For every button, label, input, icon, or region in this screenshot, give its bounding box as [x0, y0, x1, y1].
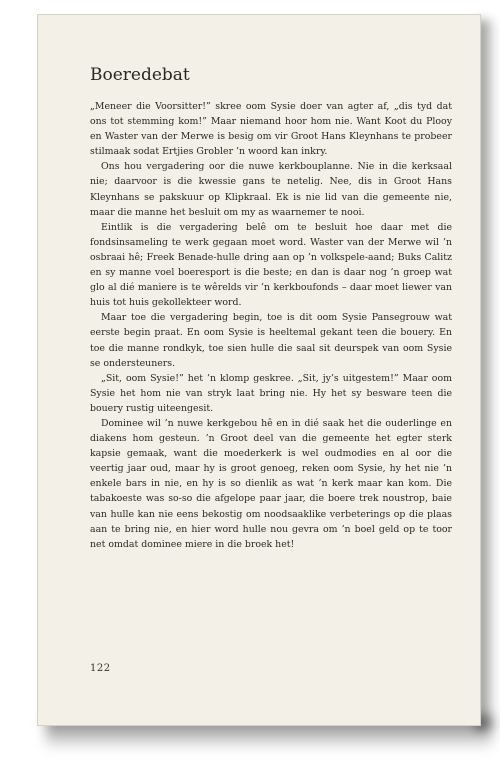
page-text-block — [90, 65, 452, 552]
paragraph-3: Eintlik is die vergadering belê om te besluit hoe daar met die fondsinsameling te werk gegaan moet word. Waster van der Merwe wil ’n osbraai hê; Freek Benade-hulle dring aan op ’n volkspele-aand; Buks Calitz en sy manne voel boeresport is die beste; en dan is daar nog ’n groep wat glo al dié maniere is te wêrelds vir ’n kerkboufonds – daar moet liewer van huis tot huis gekollekteer word. — [90, 221, 452, 309]
paragraph-5: „Sit, oom Sysie!” het ’n klomp geskree. „Sit, jy’s uitgestem!” Maar oom Sysie het hom nie van stryk laat bring nie. Hy het sy besware teen die bouery rustig uiteengesit. — [90, 372, 452, 414]
paragraph-2: Ons hou vergadering oor die nuwe kerkbouplanne. Nie in die kerksaal nie; daarvoor is die kwessie gans te netelig. Nee, dis in Groot Hans Kleynhans se pakskuur op Klipkraal. Ek is nie lid van die gemeente nie, maar die manne het besluit om my as waarnemer te nooi. — [90, 161, 452, 218]
paragraph-4: Maar toe die vergadering begin, toe is dit oom Sysie Pansegrouw wat eerste begin praat. En oom Sysie is heeltemal gekant teen die bouery. En toe die manne rondkyk, toe sien hulle die saal sit deurspek van oom Sysie se ondersteuners. — [90, 312, 452, 369]
page-number: 122 — [90, 663, 111, 674]
book-page — [37, 14, 481, 726]
paragraph-1: „Meneer die Voorsitter!” skree oom Sysie doer van agter af, „dis tyd dat ons tot stemming kom!” Maar niemand hoor hom nie. Want Koot du Plooy en Waster van der Merwe is besig om vir Groot Hans Kleynhans te probeer stilmaak sodat Ertjies Grobler ’n woord kan inkry. — [90, 101, 452, 158]
paragraph-6: Dominee wil ’n nuwe kerkgebou hê en in dié saak het die ouderlinge en diakens hom gesteun. ’n Groot deel van die gemeente het egter sterk kapsie gemaak, want die moederkerk is wel oudmodies en al oor die veertig jaar oud, maar hy is groot genoeg, reken oom Sysie, hy het nie ’n enkele bars in nie, en hy is so dienlik as wat ’n kerk maar kan kom. Die tabakoeste was so-so die afgelope paar jaar, die boere trek noustrop, baie van hulle kan nie eens bekostig om noodsaaklike verbeterings op die plaas aan te bring nie, en hier word hulle nou gevra om ’n boel geld op te toor net omdat dominee miere in die broek het! — [90, 417, 452, 550]
running-head: Boeredebat — [90, 65, 190, 85]
